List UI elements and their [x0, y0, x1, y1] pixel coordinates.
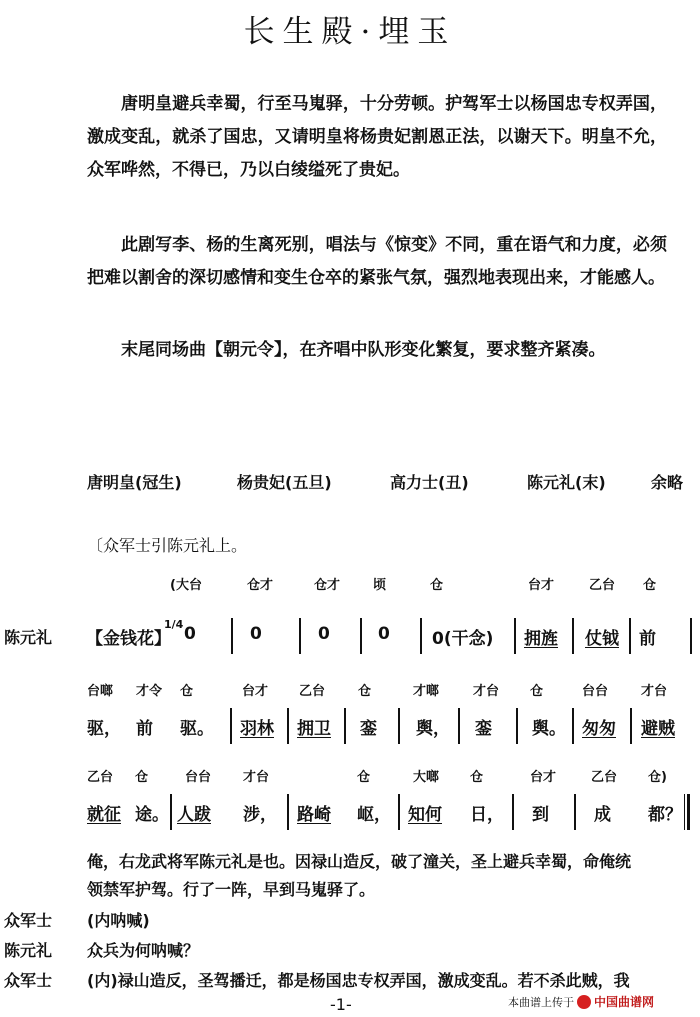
lyric: 銮 [360, 719, 377, 739]
perc-mark: 台才 [530, 770, 557, 785]
perc-mark: 仓 [357, 770, 371, 785]
perc-mark: 仓才 [314, 578, 341, 593]
perc-mark: 台台 [185, 770, 212, 785]
rest-note: 0 [378, 624, 390, 644]
lyric: 舆， [416, 719, 450, 739]
perc-mark: 顷 [373, 578, 387, 593]
intro-paragraph-2: 此剧写李、杨的生离死别，唱法与《惊变》不同，重在语气和力度，必须把难以割舍的深切感情和变生仓卒的紧张气氛，强烈地表现出来，才能感人。 [87, 235, 667, 288]
lyric: 驱， [87, 719, 121, 739]
dialogue-line: (内呐喊) [87, 911, 150, 930]
lyric: 岖， [357, 805, 391, 825]
bar-line [398, 794, 400, 830]
bar-line [360, 618, 362, 654]
time-signature: 1/4 [164, 618, 184, 631]
rest-note: 0(干念) [432, 629, 494, 649]
perc-mark: 仓 [180, 684, 194, 699]
dialogue-line: (内)禄山造反，圣驾播迁，都是杨国忠专权弄国，激成变乱。若不杀此贼，我 [87, 971, 630, 990]
bar-line [514, 618, 516, 654]
perc-mark: 乙台 [591, 770, 618, 785]
cast-role-1: 唐明皇(冠生) [87, 473, 182, 492]
intro-paragraph-1: 唐明皇避兵幸蜀，行至马嵬驿，十分劳顿。护驾军士以杨国忠专权弄国，激成变乱，就杀了国忠，又请明皇将杨贵妃割恩正法，以谢天下。明皇不允，众军哗然，不得已，乃以白绫缢死了贵妃。 [87, 94, 667, 180]
perc-mark: 仓 [430, 578, 444, 593]
lyric: 避贼 [641, 719, 675, 739]
site-logo-icon [577, 995, 591, 1009]
perc-mark: 台啷 [87, 684, 114, 699]
rest-note: 0 [184, 624, 196, 644]
bar-line [572, 708, 574, 744]
singer-label: 陈元礼 [4, 628, 53, 647]
perc-mark: 仓 [643, 578, 657, 593]
bar-line [170, 794, 172, 830]
bar-line [299, 618, 301, 654]
lyric: 前 [639, 629, 656, 649]
speaker-label: 陈元礼 [4, 941, 53, 960]
bar-line [287, 708, 289, 744]
perc-mark: 仓 [135, 770, 149, 785]
perc-mark: 仓) [648, 770, 667, 785]
bar-line [398, 708, 400, 744]
speaker-label: 众军士 [4, 971, 53, 990]
page-number: -1- [330, 995, 352, 1014]
perc-mark: (大台 [170, 578, 202, 593]
lyric: 拥卫 [297, 719, 331, 739]
perc-mark: 才令 [136, 684, 163, 699]
lyric: 匆匆 [582, 719, 616, 739]
perc-mark: 仓 [470, 770, 484, 785]
lyric: 知何 [408, 805, 442, 825]
bar-line [512, 794, 514, 830]
perc-mark: 台台 [582, 684, 609, 699]
cast-role-5: 余略 [651, 473, 684, 492]
intro-paragraph-3: 末尾同场曲【朝元令】，在齐唱中队形变化繁复，要求整齐紧凑。 [121, 340, 606, 360]
bar-line [516, 708, 518, 744]
dialogue-line: 众兵为何呐喊？ [87, 941, 200, 960]
bar-line [690, 618, 692, 654]
perc-mark: 乙台 [299, 684, 326, 699]
lyric: 前 [136, 719, 153, 739]
perc-mark: 乙台 [589, 578, 616, 593]
site-name: 中国曲谱网 [594, 995, 655, 1009]
perc-mark: 仓才 [247, 578, 274, 593]
lyric: 涉， [243, 805, 277, 825]
perc-mark: 大啷 [413, 770, 440, 785]
dialogue-line: 领禁军护驾。行了一阵，早到马嵬驿了。 [87, 880, 376, 899]
perc-mark: 才台 [473, 684, 500, 699]
lyric: 都？ [648, 805, 682, 825]
bar-line [344, 708, 346, 744]
perc-mark: 才啷 [413, 684, 440, 699]
rest-note: 0 [250, 624, 262, 644]
page-title: 长生殿·埋玉 [243, 14, 457, 50]
lyric: 途。 [135, 805, 169, 825]
lyric: 拥旌 [524, 629, 558, 649]
lyric: 到 [532, 805, 549, 825]
lyric: 成 [594, 805, 611, 825]
double-bar-line [684, 794, 690, 830]
bar-line [230, 708, 232, 744]
cast-role-2: 杨贵妃(五旦) [237, 473, 332, 492]
perc-mark: 才台 [243, 770, 270, 785]
lyric: 仗钺 [585, 629, 619, 649]
footer-text: 本曲谱上传于 [508, 995, 574, 1009]
bar-line [630, 708, 632, 744]
lyric: 銮 [475, 719, 492, 739]
stage-direction: 〔众军士引陈元礼上。 [87, 536, 248, 555]
lyric: 人跋 [177, 805, 211, 825]
bar-line [574, 794, 576, 830]
cast-role-4: 陈元礼(末) [527, 473, 606, 492]
bar-line [287, 794, 289, 830]
dialogue-line: 俺，右龙武将军陈元礼是也。因禄山造反，破了潼关，圣上避兵幸蜀，命俺统 [87, 852, 632, 871]
lyric: 日， [470, 805, 504, 825]
bar-line [458, 708, 460, 744]
perc-mark: 才台 [641, 684, 668, 699]
rest-note: 0 [318, 624, 330, 644]
lyric: 就征 [87, 805, 121, 825]
perc-mark: 台才 [242, 684, 269, 699]
tune-name: 【金钱花】 [86, 629, 171, 649]
footer-watermark [508, 993, 654, 1010]
bar-line [629, 618, 631, 654]
perc-mark: 台才 [528, 578, 555, 593]
lyric: 驱。 [180, 719, 214, 739]
lyric: 路崎 [297, 805, 331, 825]
perc-mark: 乙台 [87, 770, 114, 785]
bar-line [231, 618, 233, 654]
bar-line [572, 618, 574, 654]
speaker-label: 众军士 [4, 911, 53, 930]
perc-mark: 仓 [358, 684, 372, 699]
cast-role-3: 高力士(丑) [390, 473, 469, 492]
lyric: 舆。 [532, 719, 566, 739]
lyric: 羽林 [240, 719, 274, 739]
bar-line [420, 618, 422, 654]
perc-mark: 仓 [530, 684, 544, 699]
